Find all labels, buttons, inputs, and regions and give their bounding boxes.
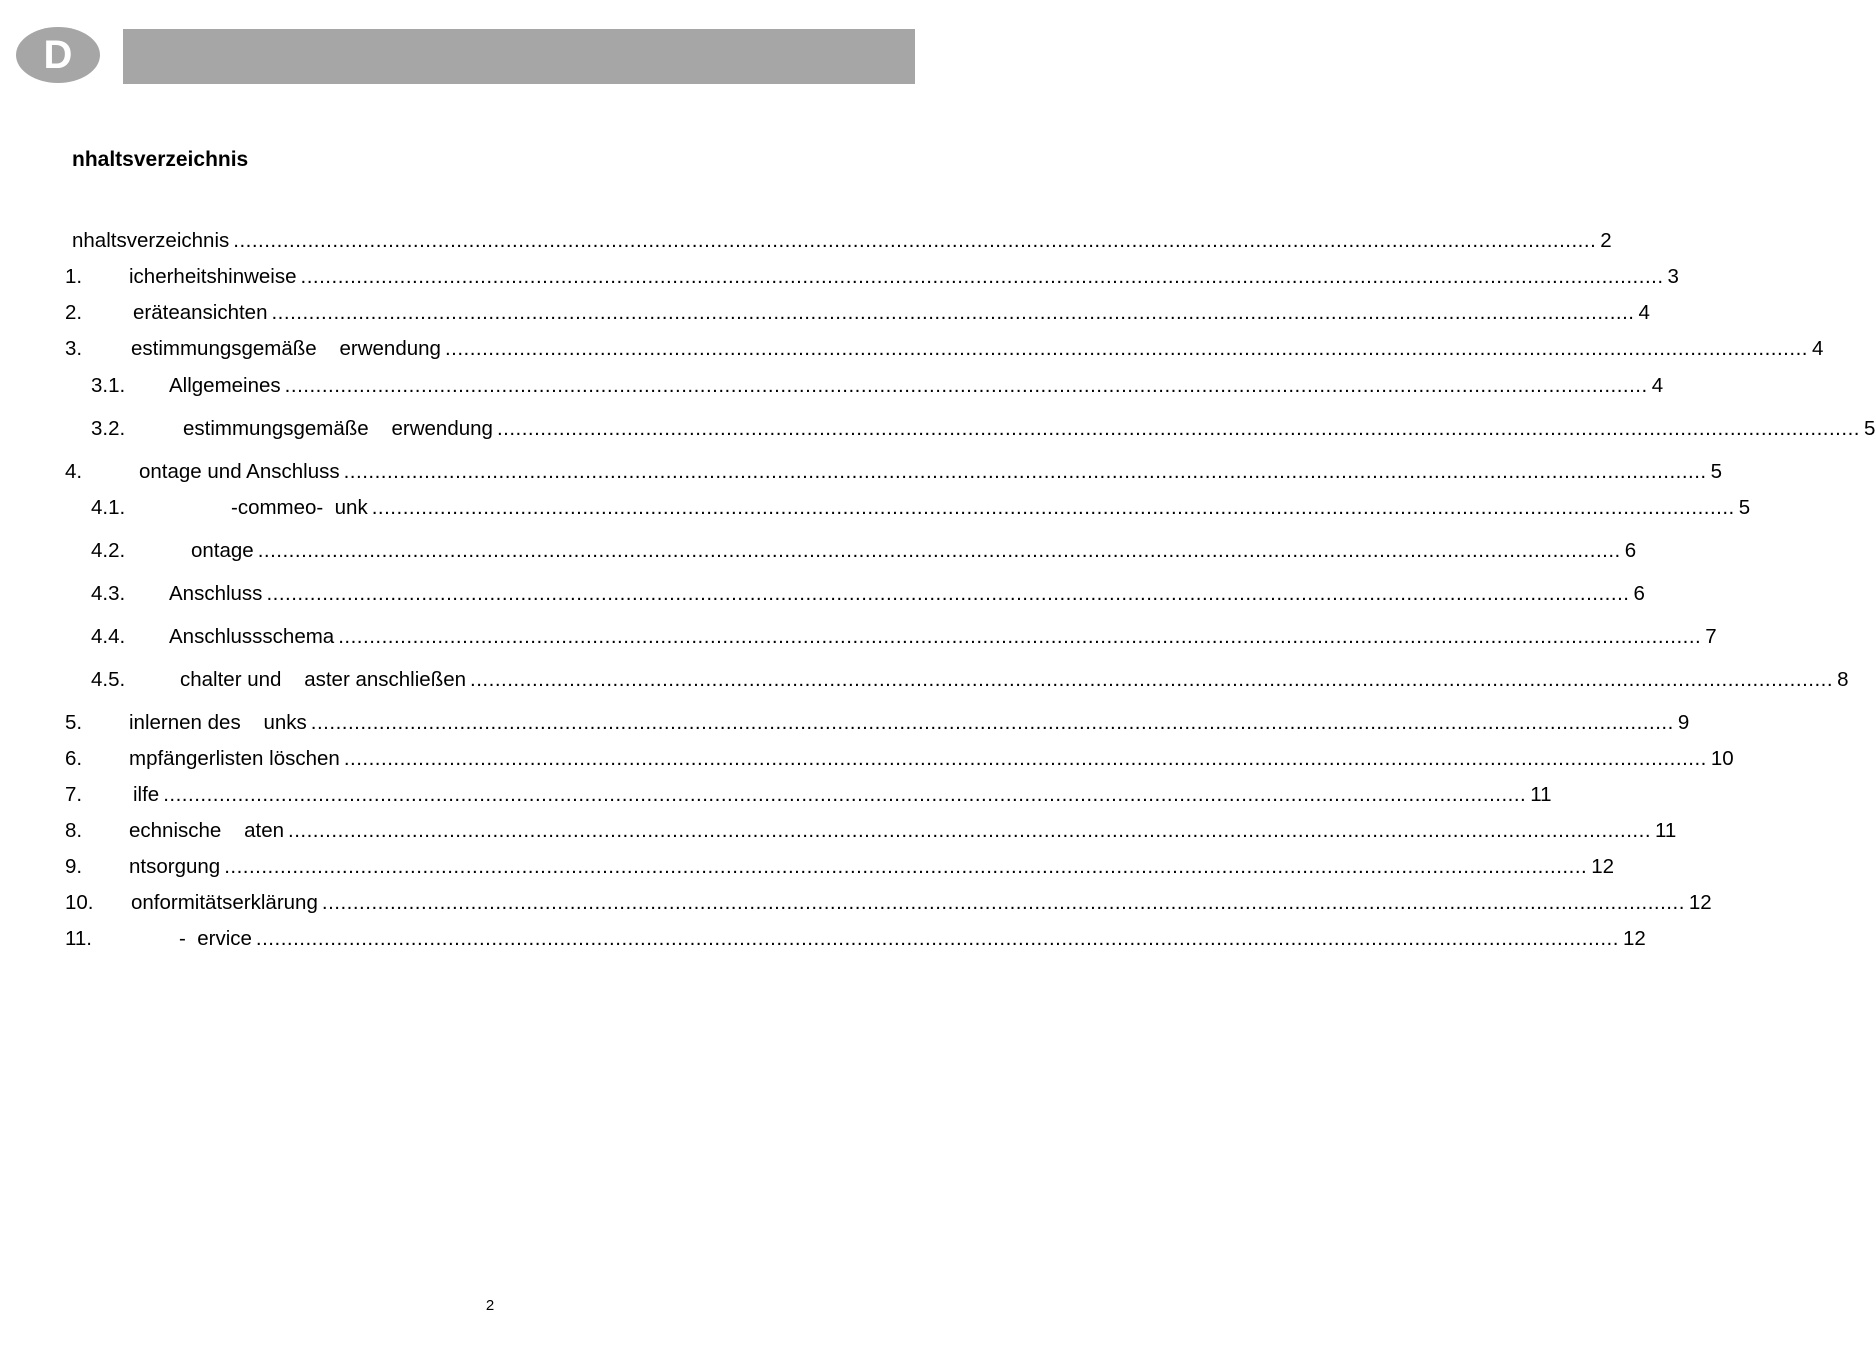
toc-entry-page: 6 [1624,539,1637,562]
toc-entry-title: Allgemeines [169,374,281,397]
toc-entry-page: 4 [1651,374,1664,397]
toc-entry-number: 1. [65,265,83,288]
toc-entry-number: 3.2. [91,417,126,440]
toc-entry-page: 4 [1638,301,1650,324]
toc-entry-title: nhaltsverzeichnis [72,229,230,252]
toc-leader-dots: ............................................................................................................................................................................................................................ [444,337,1808,360]
toc-entry[interactable] [91,580,1645,608]
toc-entry-number: 10. [65,891,94,914]
toc-entry-title: icherheitshinweise [129,265,297,288]
toc-leader-dots: ............................................................................................................................................................................................................................ [321,891,1685,914]
toc-entry[interactable] [72,227,1612,255]
toc-leader-dots: ............................................................................................................................................................................................................................ [266,582,1630,605]
toc-entry-title: echnische aten [129,819,284,842]
toc-entry-title: estimmungsgemäße erwendung [183,417,493,440]
toc-entry-number: 2. [65,301,83,324]
toc-entry-number: 4.4. [91,625,126,648]
toc-entry[interactable] [65,458,1723,486]
toc-entry-title: Anschluss [169,582,263,605]
toc-entry-title: ontage [191,539,254,562]
toc-entry-number: 4. [65,460,83,483]
toc-entry[interactable] [65,817,1677,845]
toc-leader-dots: ............................................................................................................................................................................................................................ [257,539,1621,562]
toc-entry-title: estimmungsgemäße erwendung [131,337,441,360]
toc-entry[interactable] [65,263,1679,291]
toc-entry[interactable] [65,299,1650,327]
toc-leader-dots: ............................................................................................................................................................................................................................ [496,417,1860,440]
toc-entry[interactable] [65,925,1646,953]
toc-leader-dots: ............................................................................................................................................................................................................................ [343,460,1707,483]
toc-leader-dots: ............................................................................................................................................................................................................................ [271,301,1635,324]
toc-leader-dots: ............................................................................................................................................................................................................................ [224,855,1588,878]
toc-entry-number: 5. [65,711,83,734]
toc-entry-page: 9 [1677,711,1690,734]
toc-entry-number: 9. [65,855,83,878]
toc-entry-title: eräteansichten [133,301,268,324]
toc-entry-page: 6 [1633,582,1645,605]
toc-entry-title: ontage und Anschluss [139,460,340,483]
toc-entry[interactable] [65,709,1690,737]
toc-leader-dots: ............................................................................................................................................................................................................................ [343,747,1707,770]
toc-entry-page: 11 [1655,819,1677,842]
toc-entry[interactable] [91,372,1664,400]
toc-entry-number: 4.3. [91,582,126,605]
toc-entry-number: 4.5. [91,668,126,691]
toc-entry[interactable] [91,623,1717,651]
toc-entry-title: Anschlussschema [169,625,335,648]
toc-entry[interactable] [91,666,1849,694]
toc-entry[interactable] [65,853,1615,881]
toc-entry-page: 5 [1863,417,1875,440]
toc-leader-dots: ............................................................................................................................................................................................................................ [470,668,1834,691]
toc-leader-dots: ............................................................................................................................................................................................................................ [288,819,1652,842]
language-badge: D [16,27,100,83]
toc-entry-number: 4.2. [91,539,126,562]
toc-entry-page: 7 [1705,625,1717,648]
toc-entry-number: 3.1. [91,374,126,397]
footer-page-number: 2 [485,1297,495,1314]
toc-entry[interactable] [65,745,1734,773]
toc-entry-page: 10 [1710,747,1734,770]
toc-entry-page: 8 [1837,668,1849,691]
toc-entry-page: 12 [1622,927,1646,950]
toc-entry-title: chalter und aster anschließen [180,668,467,691]
toc-leader-dots: ............................................................................................................................................................................................................................ [338,625,1702,648]
toc-leader-dots: ............................................................................................................................................................................................................................ [371,496,1735,519]
toc-entry-number: 8. [65,819,83,842]
toc-leader-dots: ............................................................................................................................................................................................................................ [163,783,1527,806]
toc-leader-dots: ............................................................................................................................................................................................................................ [233,229,1597,252]
toc-leader-dots: ............................................................................................................................................................................................................................ [310,711,1674,734]
toc-entry-page: 5 [1710,460,1723,483]
toc-entry-number: 6. [65,747,83,770]
toc-entry-number: 7. [65,783,83,806]
toc-entry-title: ilfe [133,783,160,806]
toc-entry-page: 12 [1688,891,1712,914]
toc-entry-number: 4.1. [91,496,126,519]
toc-entry-title: - ervice [179,927,252,950]
toc-entry-title: -commeo- unk [231,496,368,519]
toc-entry[interactable] [91,415,1875,443]
toc-entry-page: 2 [1600,229,1612,252]
toc-entry[interactable] [65,335,1824,363]
toc-entry-title: ntsorgung [129,855,221,878]
page-title: nhaltsverzeichnis [72,148,249,171]
toc-entry-title: onformitätserklärung [131,891,318,914]
toc-leader-dots: ............................................................................................................................................................................................................................ [255,927,1619,950]
toc-entry-page: 11 [1530,783,1552,806]
toc-entry[interactable] [91,494,1751,522]
toc-entry-page: 3 [1667,265,1679,288]
toc-entry-number: 3. [65,337,83,360]
toc-entry[interactable] [65,781,1552,809]
toc-entry-page: 4 [1811,337,1824,360]
toc-leader-dots: ............................................................................................................................................................................................................................ [284,374,1648,397]
toc-entry-title: inlernen des unks [129,711,307,734]
toc-entry-page: 5 [1738,496,1751,519]
toc-entry-number: 11. [65,927,92,950]
toc-leader-dots: ............................................................................................................................................................................................................................ [300,265,1664,288]
toc-entry-title: mpfängerlisten löschen [129,747,340,770]
toc-entry[interactable] [91,537,1637,565]
toc-entry-page: 12 [1591,855,1615,878]
toc-entry[interactable] [65,889,1712,917]
